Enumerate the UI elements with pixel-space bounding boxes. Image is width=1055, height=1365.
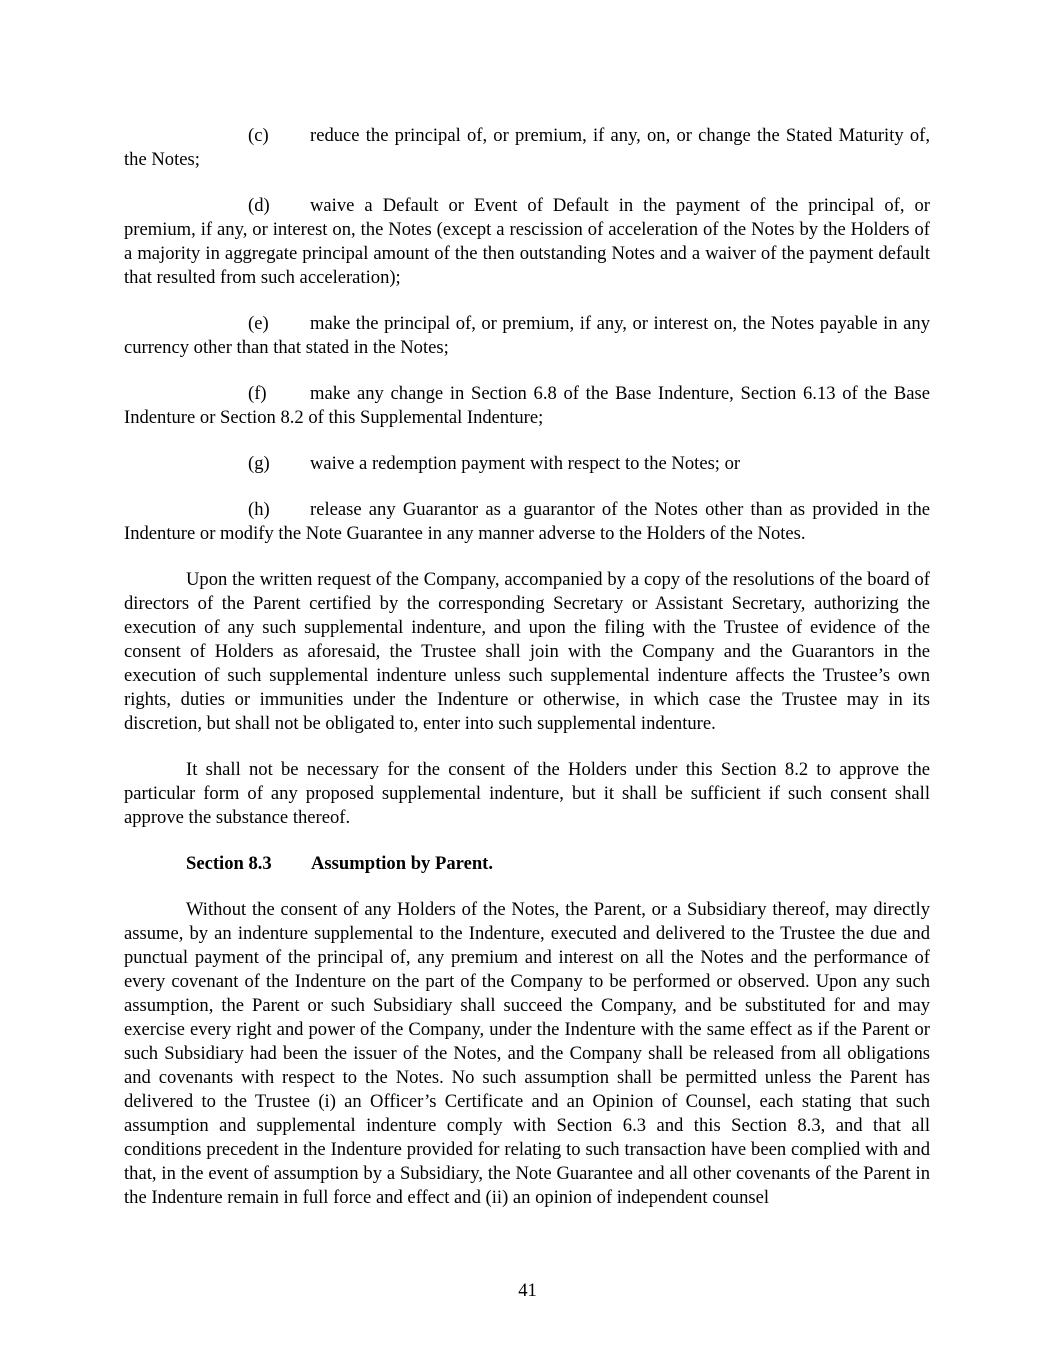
list-item-c <box>124 124 930 172</box>
section-number: Section 8.3 <box>186 853 272 874</box>
item-label: (e) <box>248 313 269 334</box>
list-item-g <box>124 452 930 476</box>
item-label: (f) <box>248 383 267 404</box>
paragraph-assumption: Without the consent of any Holders of the Notes, the Parent, or a Subsidiary thereof, may directly assume, by an indenture supplemental to the Indenture, executed and delivered to the Trustee the due and punctual payment of the principal of, any premium and interest on all the Notes and the performance of every covenant of the Indenture on the part of the Company to be performed or observed. Upon any such assumption, the Parent or such Subsidiary shall succeed the Company, and be substituted for and may exercise every right and power of the Company, under the Indenture with the same effect as if the Parent or such Subsidiary had been the issuer of the Notes, and the Company shall be released from all obligations and covenants with respect to the Notes. No such assumption shall be permitted unless the Parent has delivered to the Trustee (i) an Officer’s Certificate and an Opinion of Counsel, each stating that such assumption and supplemental indenture comply with Section 6.3 and this Section 8.3, and that all conditions precedent in the Indenture provided for relating to such transaction have been complied with and that, in the event of assumption by a Subsidiary, the Note Guarantee and all other covenants of the Parent in the Indenture remain in full force and effect and (ii) an opinion of independent counsel <box>124 899 930 1208</box>
item-text: reduce the principal of, or premium, if any, on, or change the Stated Maturity of, the Notes; <box>124 125 930 170</box>
list-item-d <box>124 194 930 290</box>
item-label: (g) <box>248 453 270 474</box>
paragraph-upon-request: Upon the written request of the Company, accompanied by a copy of the resolutions of the board of directors of the Parent certified by the corresponding Secretary or Assistant Secretary, authorizing the execution of any such supplemental indenture, and upon the filing with the Trustee of evidence of the consent of Holders as aforesaid, the Trustee shall join with the Company and the Guarantors in the execution of such supplemental indenture unless such supplemental indenture affects the Trustee’s own rights, duties or immunities under the Indenture or otherwise, in which case the Trustee may in its discretion, but shall not be obligated to, enter into such supplemental indenture. <box>124 569 930 734</box>
item-text: release any Guarantor as a guarantor of the Notes other than as provided in the Indenture or modify the Note Guarantee in any manner adverse to the Holders of the Notes. <box>124 499 930 544</box>
list-item-e <box>124 312 930 360</box>
item-label: (c) <box>248 125 269 146</box>
paragraph-not-necessary: It shall not be necessary for the consent of the Holders under this Section 8.2 to approve the particular form of any proposed supplemental indenture, but it shall be sufficient if such consent shall approve the substance thereof. <box>124 759 930 828</box>
item-text: make the principal of, or premium, if any, or interest on, the Notes payable in any currency other than that stated in the Notes; <box>124 313 930 358</box>
page-number: 41 <box>518 1280 537 1301</box>
item-text: waive a redemption payment with respect to the Notes; or <box>310 453 741 474</box>
section-title: Assumption by Parent. <box>311 853 494 874</box>
item-label: (d) <box>248 195 270 216</box>
section-heading <box>186 852 930 876</box>
document-page <box>124 124 930 1232</box>
item-label: (h) <box>248 499 270 520</box>
item-text: make any change in Section 6.8 of the Base Indenture, Section 6.13 of the Base Indenture or Section 8.2 of this Supplemental Indenture; <box>124 383 930 428</box>
item-text: waive a Default or Event of Default in the payment of the principal of, or premium, if any, or interest on, the Notes (except a rescission of acceleration of the Notes by the Holders of a majority in aggregate principal amount of the then outstanding Notes and a waiver of the payment default that resulted from such acceleration); <box>124 195 930 288</box>
list-item-h <box>124 498 930 546</box>
list-item-f <box>124 382 930 430</box>
